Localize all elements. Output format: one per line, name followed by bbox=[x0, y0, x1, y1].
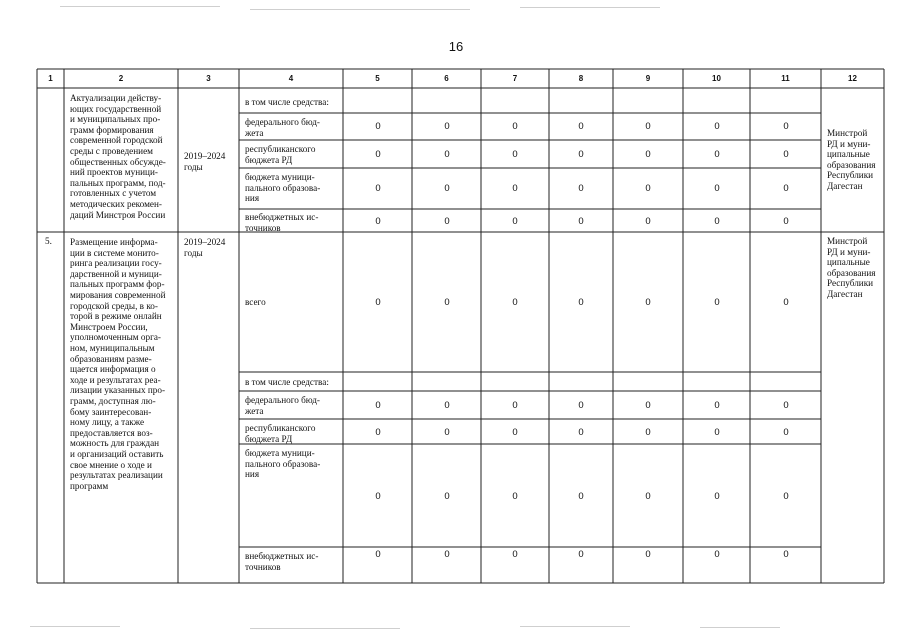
measure-title: ному лицу, а также bbox=[70, 417, 145, 428]
funding-source-label: ния bbox=[245, 469, 260, 480]
measure-title: ном, муниципальным bbox=[70, 343, 155, 353]
measure-title: предоставляется воз- bbox=[70, 427, 153, 438]
executor: Дагестан bbox=[827, 289, 863, 299]
funding-value: 0 bbox=[444, 427, 450, 438]
measure-title: ции в системе монито- bbox=[70, 247, 159, 258]
measure-period: 2019–2024 bbox=[184, 151, 226, 161]
funding-source-label: бюджета муници- bbox=[245, 172, 315, 182]
measure-title: общественных обсужде- bbox=[70, 156, 166, 167]
funding-value: 0 bbox=[714, 149, 720, 160]
funding-value: 0 bbox=[444, 121, 450, 132]
measure-title: мирования современной bbox=[70, 290, 166, 300]
scan-artifact bbox=[60, 6, 220, 7]
funding-value: 0 bbox=[578, 549, 584, 560]
executor: Республики bbox=[827, 278, 874, 289]
column-header-10: 10 bbox=[712, 74, 721, 83]
funding-value: 0 bbox=[512, 491, 518, 502]
scan-artifact bbox=[520, 7, 660, 8]
funding-value: 0 bbox=[375, 149, 381, 160]
funding-value: 0 bbox=[375, 427, 381, 438]
executor: ципальные bbox=[827, 257, 870, 268]
funding-value: 0 bbox=[578, 149, 584, 160]
measure-title: готовленных с учетом bbox=[70, 188, 157, 199]
executor: РД и муни- bbox=[827, 138, 871, 149]
column-header-3: 3 bbox=[206, 74, 211, 83]
funding-value: 0 bbox=[645, 491, 651, 502]
column-header-7: 7 bbox=[512, 74, 518, 83]
executor: ципальные bbox=[827, 149, 870, 160]
funding-source-label: республиканского bbox=[245, 144, 316, 154]
measure-title: свое мнение о ходе и bbox=[70, 459, 152, 470]
funding-value: 0 bbox=[645, 549, 651, 560]
funding-value: 0 bbox=[783, 400, 789, 411]
funding-total-value: 0 bbox=[512, 297, 518, 308]
funding-source-label: федерального бюд- bbox=[245, 395, 320, 405]
column-header-2: 2 bbox=[118, 74, 124, 83]
funding-total-value: 0 bbox=[645, 297, 651, 308]
funding-source-label: внебюджетных ис- bbox=[245, 212, 319, 222]
funding-source-label: бюджета РД bbox=[245, 154, 293, 165]
funding-value: 0 bbox=[714, 216, 720, 227]
funding-value: 0 bbox=[375, 400, 381, 411]
measure-title: пальных программ фор- bbox=[70, 279, 165, 290]
funding-value: 0 bbox=[645, 400, 651, 411]
measure-title: среды с проведением bbox=[70, 146, 153, 156]
column-header-5: 5 bbox=[375, 74, 380, 83]
funding-value: 0 bbox=[444, 549, 450, 560]
measure-period: годы bbox=[184, 247, 203, 258]
executor: Республики bbox=[827, 170, 874, 181]
funding-value: 0 bbox=[714, 549, 720, 560]
funding-value: 0 bbox=[714, 183, 720, 194]
executor: РД и муни- bbox=[827, 246, 871, 257]
funding-source-label: внебюджетных ис- bbox=[245, 551, 319, 561]
funding-value: 0 bbox=[444, 149, 450, 160]
funding-value: 0 bbox=[578, 427, 584, 438]
funding-total-label: всего bbox=[245, 297, 266, 307]
funding-total-value: 0 bbox=[444, 297, 450, 308]
funding-source-label: жета bbox=[245, 127, 264, 138]
scan-artifact bbox=[250, 9, 470, 10]
funding-subheader: в том числе средства: bbox=[245, 377, 329, 387]
funding-source-label: бюджета РД bbox=[245, 433, 293, 444]
column-header-9: 9 bbox=[645, 74, 651, 83]
funding-value: 0 bbox=[512, 183, 518, 194]
funding-source-label: федерального бюд- bbox=[245, 117, 320, 127]
funding-source-label: пального образова- bbox=[245, 458, 321, 469]
measure-title: можность для граждан bbox=[70, 438, 160, 449]
column-header-4: 4 bbox=[288, 74, 294, 83]
measure-title: грамм формирования bbox=[70, 124, 154, 135]
scan-artifact bbox=[250, 628, 400, 629]
funding-value: 0 bbox=[783, 149, 789, 160]
funding-total-value: 0 bbox=[714, 297, 720, 308]
funding-value: 0 bbox=[578, 400, 584, 411]
row-index: 5. bbox=[45, 236, 52, 246]
funding-value: 0 bbox=[444, 216, 450, 227]
funding-value: 0 bbox=[375, 216, 381, 227]
executor: Дагестан bbox=[827, 181, 863, 191]
funding-source-label: точников bbox=[245, 561, 281, 572]
funding-source-label: точников bbox=[245, 222, 281, 233]
measure-title: бому заинтересован- bbox=[70, 406, 152, 417]
column-header-11: 11 bbox=[781, 74, 790, 83]
funding-value: 0 bbox=[714, 491, 720, 502]
funding-value: 0 bbox=[645, 149, 651, 160]
funding-value: 0 bbox=[578, 121, 584, 132]
measure-title: лизации указанных про- bbox=[70, 385, 166, 396]
funding-value: 0 bbox=[375, 121, 381, 132]
funding-value: 0 bbox=[714, 121, 720, 132]
funding-total-value: 0 bbox=[783, 297, 789, 308]
funding-value: 0 bbox=[444, 491, 450, 502]
measure-title: и муниципальных про- bbox=[70, 114, 161, 125]
funding-value: 0 bbox=[512, 149, 518, 160]
measure-period: 2019–2024 bbox=[184, 237, 226, 247]
measure-title: программ bbox=[70, 480, 109, 491]
measure-title: и организаций оставить bbox=[70, 449, 164, 459]
funding-value: 0 bbox=[783, 549, 789, 560]
measure-title: ринга реализации госу- bbox=[70, 258, 162, 269]
measure-title: даций Минстроя России bbox=[70, 209, 166, 220]
funding-source-label: бюджета муници- bbox=[245, 448, 315, 458]
measure-title: ний проектов муници- bbox=[70, 167, 158, 178]
column-header-6: 6 bbox=[444, 74, 449, 83]
measure-title: Актуализации действу- bbox=[70, 93, 162, 103]
funding-value: 0 bbox=[444, 183, 450, 194]
measure-title: щается информация о bbox=[70, 364, 156, 375]
measure-title: методических рекомен- bbox=[70, 199, 162, 209]
funding-value: 0 bbox=[512, 216, 518, 227]
funding-value: 0 bbox=[783, 491, 789, 502]
funding-value: 0 bbox=[512, 400, 518, 411]
measure-title: дарственной и муници- bbox=[70, 268, 162, 279]
funding-value: 0 bbox=[714, 400, 720, 411]
executor: образования bbox=[827, 267, 876, 278]
measure-title: торой в режиме онлайн bbox=[70, 311, 162, 322]
measure-title: грамм, доступная лю- bbox=[70, 396, 156, 406]
funding-value: 0 bbox=[783, 216, 789, 227]
funding-value: 0 bbox=[444, 400, 450, 411]
executor: Минстрой bbox=[827, 236, 868, 246]
funding-total-value: 0 bbox=[578, 297, 584, 308]
scan-artifact bbox=[700, 627, 780, 628]
funding-value: 0 bbox=[783, 121, 789, 132]
funding-source-label: жета bbox=[245, 405, 264, 416]
funding-source-label: пального образова- bbox=[245, 182, 321, 193]
measure-title: Размещение информа- bbox=[70, 237, 158, 247]
funding-value: 0 bbox=[578, 216, 584, 227]
funding-value: 0 bbox=[714, 427, 720, 438]
column-header-8: 8 bbox=[578, 74, 584, 83]
funding-value: 0 bbox=[512, 427, 518, 438]
funding-source-label: ния bbox=[245, 193, 260, 204]
funding-value: 0 bbox=[512, 121, 518, 132]
page-number: 16 bbox=[448, 39, 464, 54]
funding-value: 0 bbox=[578, 183, 584, 194]
measure-title: пальных программ, под- bbox=[70, 177, 166, 188]
funding-value: 0 bbox=[375, 183, 381, 194]
funding-value: 0 bbox=[783, 183, 789, 194]
measure-title: результатах реализации bbox=[70, 470, 163, 481]
column-header-1: 1 bbox=[48, 74, 53, 83]
scan-artifact bbox=[30, 626, 120, 627]
measure-title: ющих государственной bbox=[70, 103, 162, 114]
funding-source-label: республиканского bbox=[245, 423, 316, 433]
funding-subheader: в том числе средства: bbox=[245, 97, 329, 107]
measure-title: городской среды, в ко- bbox=[70, 300, 158, 311]
measure-title: уполномоченным орга- bbox=[70, 332, 161, 343]
funding-value: 0 bbox=[512, 549, 518, 560]
measure-title: ходе и результатах реа- bbox=[70, 374, 161, 385]
executor: образования bbox=[827, 159, 876, 170]
funding-value: 0 bbox=[783, 427, 789, 438]
funding-value: 0 bbox=[645, 216, 651, 227]
funding-value: 0 bbox=[375, 491, 381, 502]
measure-title: современной городской bbox=[70, 135, 163, 146]
scan-artifact bbox=[520, 626, 630, 627]
funding-total-value: 0 bbox=[375, 297, 381, 308]
executor: Минстрой bbox=[827, 128, 868, 138]
funding-value: 0 bbox=[645, 121, 651, 132]
funding-value: 0 bbox=[375, 549, 381, 560]
funding-value: 0 bbox=[578, 491, 584, 502]
measure-period: годы bbox=[184, 161, 203, 172]
measure-title: образованиям разме- bbox=[70, 353, 152, 364]
funding-value: 0 bbox=[645, 427, 651, 438]
column-header-12: 12 bbox=[848, 74, 857, 83]
funding-value: 0 bbox=[645, 183, 651, 194]
measure-title: Минстроем России, bbox=[70, 321, 148, 332]
